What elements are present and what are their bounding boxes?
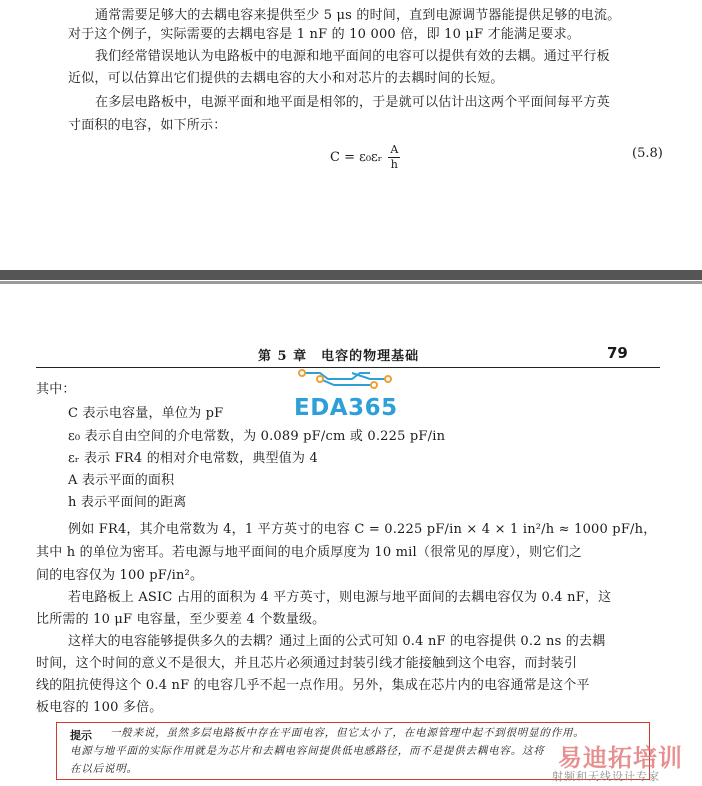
paragraph-line: 板电容的 100 多倍。 [36, 700, 163, 715]
definition-item: A 表示平面的面积 [68, 473, 175, 488]
tip-text-line: 在以后说明。 [70, 763, 138, 775]
equation-5-8 [330, 144, 400, 171]
fraction-numerator: A [390, 143, 399, 156]
paragraph-line: 在多层电路板中，电源平面和地平面是相邻的，于是就可以估计出这两个平面间每平方英 [95, 95, 610, 110]
tip-text-line: 电源与地平面的实际作用就是为芯片和去耦电容间提供低电感路径，而不是提供去耦电容。这将 [70, 745, 545, 757]
definition-item: h 表示平面间的距离 [68, 495, 187, 510]
paragraph-line: 比所需的 10 μF 电容量，至少要差 4 个数量级。 [36, 612, 326, 627]
page-divider [0, 270, 702, 280]
brand-watermark: 易迪拓培训 [558, 744, 683, 772]
page-divider-shadow [0, 281, 702, 284]
paragraph-line: 例如 FR4，其介电常数为 4，1 平方英寸的电容 C = 0.225 pF/in × 4 × 1 in²/h ≈ 1000 pF/h， [68, 522, 657, 537]
brand-tagline: 射频和天线设计专家 [552, 770, 660, 783]
paragraph-line: 对于这个例子，实际需要的去耦电容是 1 nF 的 10 000 倍，即 10 μF 才能满足要求。 [68, 27, 581, 42]
paragraph-line: 我们经常错误地认为电路板中的电源和地平面间的电容可以提供有效的去耦。通过平行板 [95, 49, 610, 64]
equation-fraction [388, 144, 400, 171]
paragraph-line: 这样大的电容能够提供多久的去耦？通过上面的公式可知 0.4 nF 的电容提供 0.2 ns 的去耦 [68, 634, 606, 649]
fraction-denominator: h [390, 158, 398, 171]
equation-lhs: C = ε₀εᵣ [330, 150, 383, 165]
paragraph-line: 其中 h 的单位为密耳。若电源与地平面间的电介质厚度为 10 mil（很常见的厚度），则它们之 [36, 545, 582, 560]
paragraph-line: 寸面积的电容，如下所示： [68, 118, 227, 133]
definition-item: εᵣ 表示 FR4 的相对介电常数，典型值为 4 [68, 451, 318, 466]
tip-label: 提示 [70, 729, 92, 742]
paragraph-line: 近似，可以估算出它们提供的去耦电容的大小和对芯片的去耦时间的长短。 [68, 71, 504, 86]
definition-item: ε₀ 表示自由空间的介电常数，为 0.089 pF/cm 或 0.225 pF/in [68, 429, 446, 444]
chapter-header: 第 5 章 电容的物理基础 [258, 349, 420, 364]
paragraph-line: 若电路板上 ASIC 占用的面积为 4 平方英寸，则电源与地平面间的去耦电容仅为 0.4 nF，这 [68, 590, 612, 605]
paragraph-line: 间的电容仅为 100 pF/in²。 [36, 568, 204, 583]
paragraph-line: 时间，这个时间的意义不是很大，并且芯片必须通过封装引线才能接触到这个电容，而封装引 [36, 656, 578, 671]
tip-text-line: 一般来说，虽然多层电路板中存在平面电容，但它太小了，在电源管理中起不到很明显的作用。 [110, 727, 585, 739]
equation-number: (5.8) [632, 146, 663, 161]
definition-item: C 表示电容量，单位为 pF [68, 406, 224, 421]
paragraph-line: 线的阻抗使得这个 0.4 nF 的电容几乎不起一点作用。另外，集成在芯片内的电容通常是这个平 [36, 678, 590, 693]
eda365-watermark: EDA365 [294, 395, 398, 421]
page-number: 79 [607, 344, 628, 362]
intro-text: 其中： [36, 382, 76, 397]
paragraph-line: 通常需要足够大的去耦电容来提供至少 5 μs 的时间，直到电源调节器能提供足够的电流。 [95, 8, 621, 23]
